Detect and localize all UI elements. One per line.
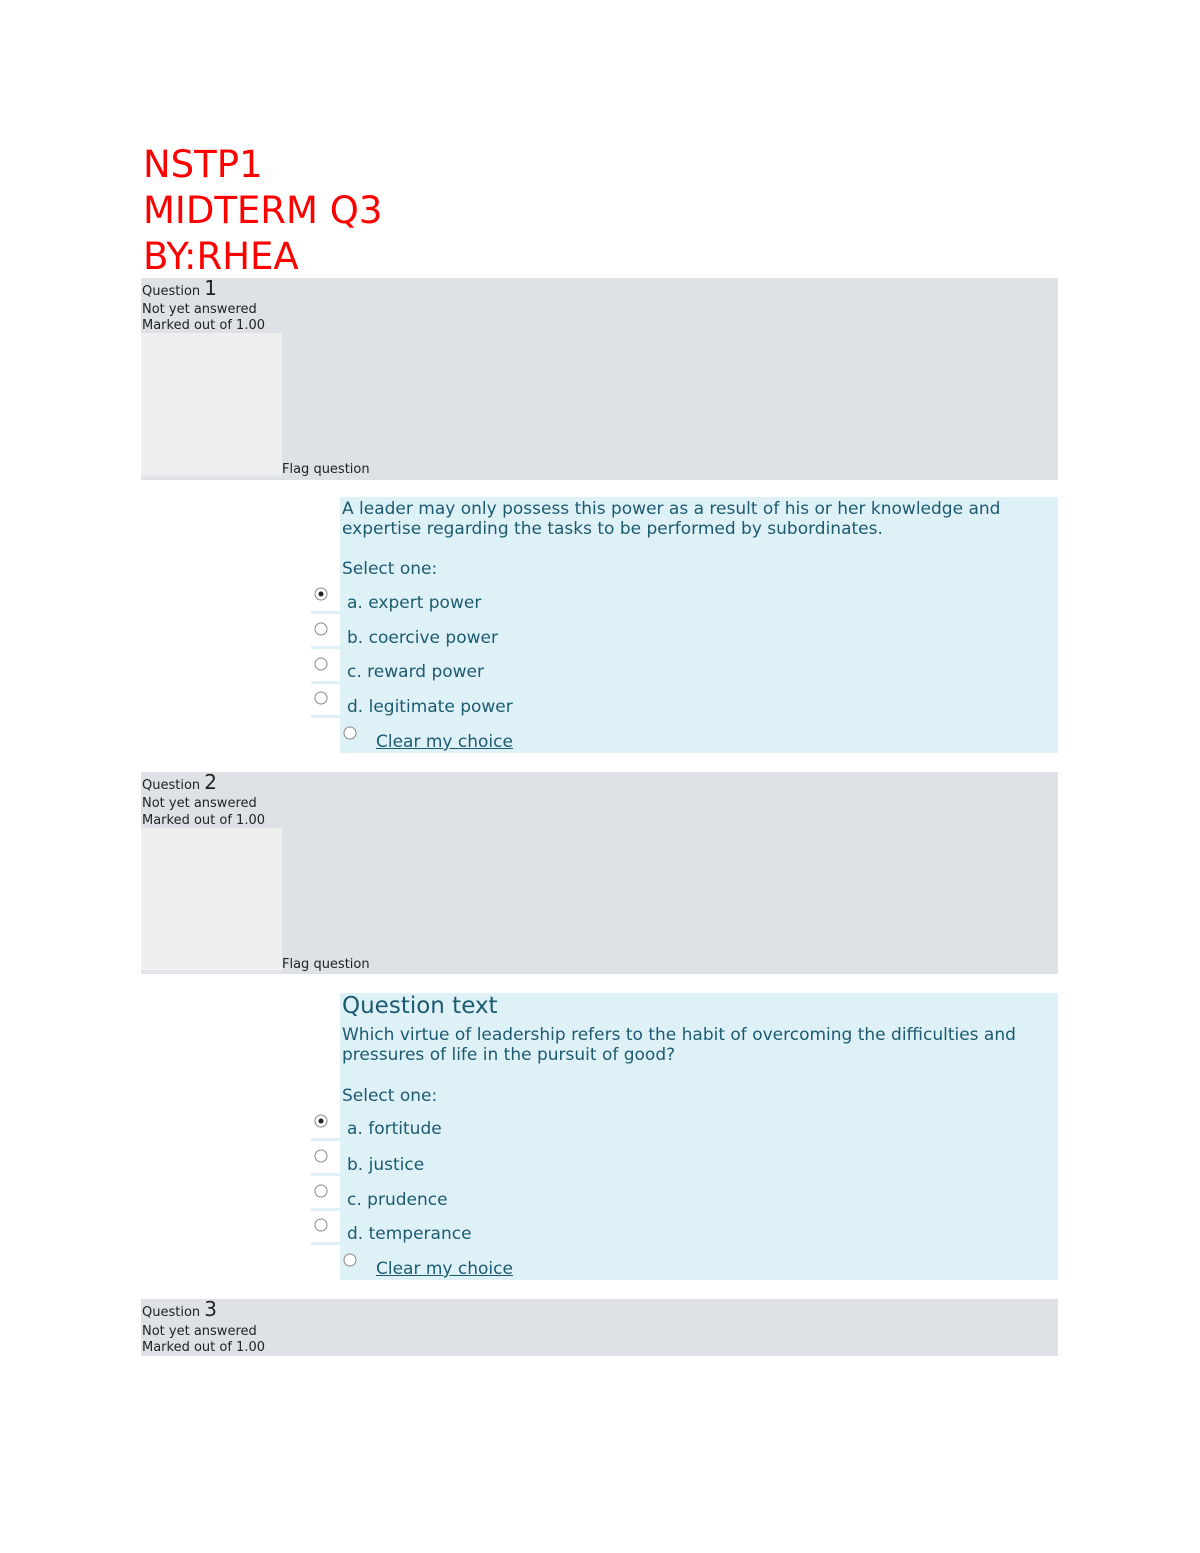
option-c-label[interactable]: c. prudence xyxy=(347,1190,448,1210)
question-3-heading xyxy=(142,1297,218,1321)
radio-option-d[interactable] xyxy=(314,1218,328,1232)
question-marks: Marked out of 1.00 xyxy=(142,1340,266,1355)
question-label: Question xyxy=(142,284,201,299)
question-info-blank-panel xyxy=(141,828,282,973)
option-divider xyxy=(311,646,347,649)
option-d-label[interactable]: d. legitimate power xyxy=(347,697,513,717)
question-info-blank-panel xyxy=(141,333,282,478)
question-status: Not yet answered xyxy=(142,1324,257,1339)
clear-choice-link[interactable]: Clear my choice xyxy=(376,732,513,752)
question-label: Question xyxy=(142,778,201,793)
option-d-label[interactable]: d. temperance xyxy=(347,1224,472,1244)
radio-option-b[interactable] xyxy=(314,1149,328,1163)
option-b-label[interactable]: b. coercive power xyxy=(347,628,498,648)
question-3-info xyxy=(141,1299,1058,1356)
option-divider xyxy=(311,1173,347,1176)
title-line-exam: MIDTERM Q3 xyxy=(143,189,383,232)
option-c-label[interactable]: c. reward power xyxy=(347,662,484,682)
question-status: Not yet answered xyxy=(142,302,257,317)
option-a-label[interactable]: a. expert power xyxy=(347,593,482,613)
option-divider xyxy=(311,1138,347,1141)
option-divider xyxy=(311,715,347,718)
radio-option-a-selected[interactable] xyxy=(314,587,328,601)
question-text: Which virtue of leadership refers to the habit of overcoming the difficulties and pressures of life in the pursuit of good? xyxy=(342,1025,1016,1065)
question-text: A leader may only possess this power as a result of his or her knowledge and expertise regarding the tasks to be performed by subordinates. xyxy=(342,499,1001,539)
option-divider xyxy=(311,681,347,684)
flag-question-link[interactable]: Flag question xyxy=(282,462,370,477)
question-number: 1 xyxy=(204,276,218,300)
question-text-title: Question text xyxy=(342,993,498,1019)
option-divider xyxy=(311,1208,347,1211)
radio-option-b[interactable] xyxy=(314,622,328,636)
question-marks: Marked out of 1.00 xyxy=(142,813,266,828)
question-status: Not yet answered xyxy=(142,796,257,811)
document-title xyxy=(143,142,382,280)
flag-question-link[interactable]: Flag question xyxy=(282,957,370,972)
question-2-heading xyxy=(142,770,218,794)
question-1-heading xyxy=(142,276,218,300)
radio-clear-choice[interactable] xyxy=(343,726,357,740)
question-number: 2 xyxy=(204,770,218,794)
question-2-info xyxy=(141,772,1058,974)
question-number: 3 xyxy=(204,1297,218,1321)
question-label: Question xyxy=(142,1305,201,1320)
question-1-info xyxy=(141,278,1058,480)
radio-option-c[interactable] xyxy=(314,657,328,671)
option-divider xyxy=(311,1242,347,1245)
radio-option-c[interactable] xyxy=(314,1184,328,1198)
radio-option-d[interactable] xyxy=(314,691,328,705)
option-a-label[interactable]: a. fortitude xyxy=(347,1119,442,1139)
select-prompt: Select one: xyxy=(342,1086,438,1106)
title-line-author: BY:RHEA xyxy=(143,235,299,278)
radio-clear-choice[interactable] xyxy=(343,1253,357,1267)
radio-option-a-selected[interactable] xyxy=(314,1114,328,1128)
clear-choice-link[interactable]: Clear my choice xyxy=(376,1259,513,1279)
option-divider xyxy=(311,611,347,614)
select-prompt: Select one: xyxy=(342,559,438,579)
question-marks: Marked out of 1.00 xyxy=(142,318,266,333)
title-line-course: NSTP1 xyxy=(143,143,263,186)
option-b-label[interactable]: b. justice xyxy=(347,1155,425,1175)
